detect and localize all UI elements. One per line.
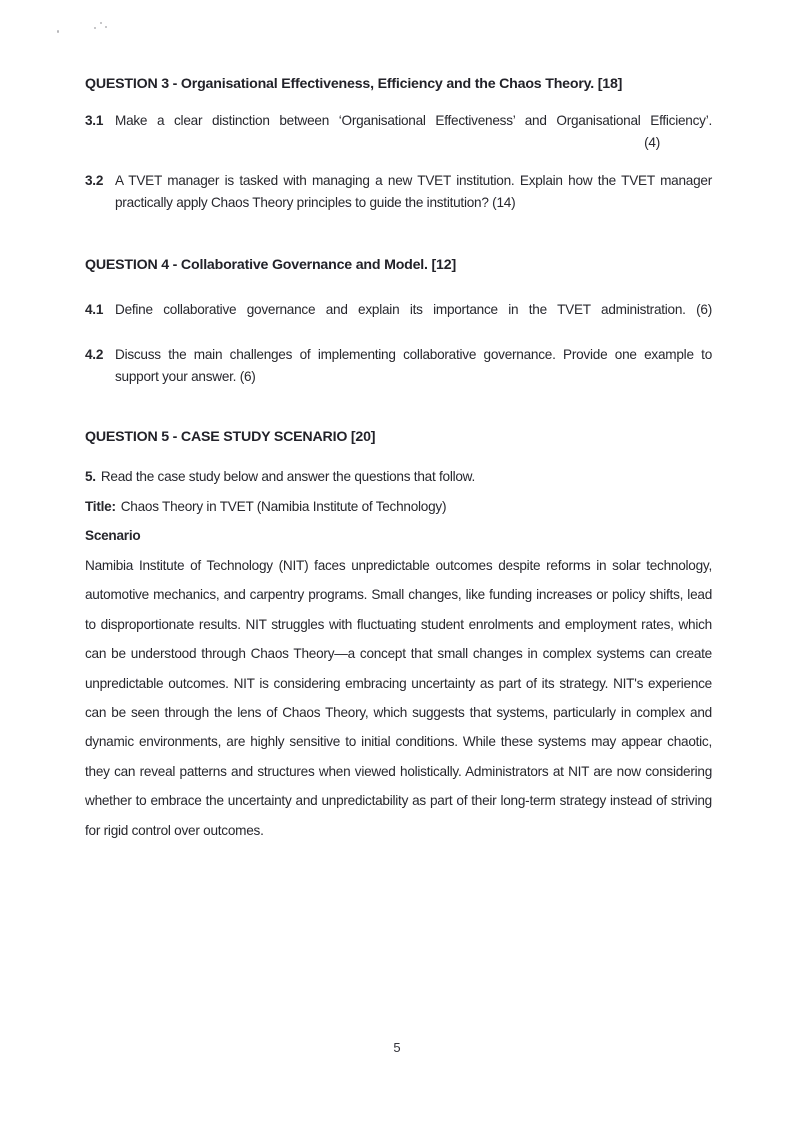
scan-speck [105,26,107,28]
scan-speck [57,30,59,33]
item-text: Make a clear distinction between ‘Organisational Effectiveness’ and Organisational Efficiency’. [115,113,712,128]
scenario-label: Scenario [85,528,141,543]
item-text: A TVET manager is tasked with managing a new TVET institution. Explain how the TVET manager practically apply Chaos Theory principles to guide the institution? (14) [115,173,712,210]
item-text: Discuss the main challenges of implementing collaborative governance. Provide one example to support your answer. (6) [115,347,712,384]
intro-text: Read the case study below and answer the questions that follow. [100,469,476,484]
item-text: Define collaborative governance and explain its importance in the TVET administration. (6) [115,302,712,317]
question-item-4-1 [85,299,712,321]
question-item-3-1 [85,110,712,132]
page-number: 5 [393,1040,401,1055]
case-study-intro [85,466,712,488]
item-number: 3.1 [85,113,104,128]
title-text: Chaos Theory in TVET (Namibia Institute of Technology) [120,499,447,514]
question-3-heading: QUESTION 3 - Organisational Effectiveness, Efficiency and the Chaos Theory. [18] [85,76,623,92]
case-study-title [85,496,712,518]
question-4-heading: QUESTION 4 - Collaborative Governance and Model. [12] [85,257,456,273]
title-label: Title: [85,499,116,514]
marks-3-1: (4) [644,135,660,150]
question-item-4-2 [85,344,712,388]
page-content [85,74,712,845]
question-5-heading: QUESTION 5 - CASE STUDY SCENARIO [20] [85,429,376,445]
scan-speck [94,27,96,29]
item-number: 3.2 [85,173,104,188]
item-number: 4.1 [85,302,104,317]
intro-number: 5. [85,469,96,484]
scenario-paragraph: Namibia Institute of Technology (NIT) faces unpredictable outcomes despite reforms in solar technology, automotive mechanics, and carpentry programs. Small changes, like funding increases or policy shifts, lead to disproportionate results. NIT struggles with fluctuating student enrolments and employment rates, which can be understood through Chaos Theory—a concept that small changes in complex systems can create unpredictable outcomes. NIT is considering embracing uncertainty as part of its strategy. NIT's experience can be seen through the lens of Chaos Theory, which suggests that systems, particularly in complex and dynamic environments, are highly sensitive to initial conditions. While these systems may appear chaotic, they can reveal patterns and structures when viewed holistically. Administrators at NIT are now considering whether to embrace the uncertainty and unpredictability as part of their long-term strategy instead of striving for rigid control over outcomes. [85,558,712,838]
question-item-3-2 [85,170,712,214]
item-number: 4.2 [85,347,104,362]
scan-speck [100,22,102,24]
